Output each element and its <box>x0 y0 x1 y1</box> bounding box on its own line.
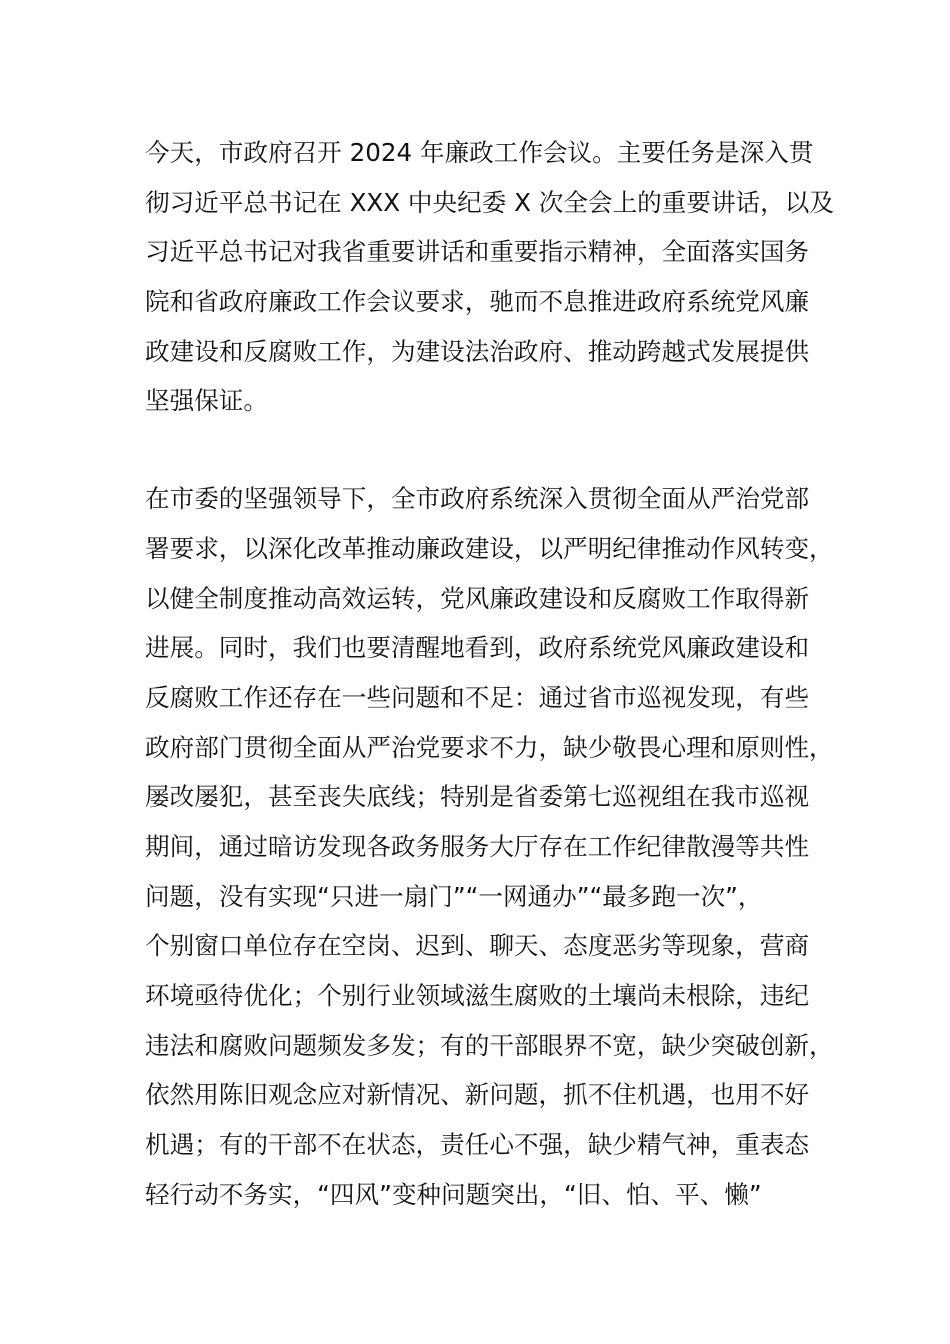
paragraph-line: 在市委的坚强领导下，全市政府系统深入贯彻全面从严治党部 <box>145 484 810 513</box>
paragraph-line: 问题，没有实现“只进一扇门”“一网通办”“最多跑一次”， <box>145 882 763 911</box>
paragraph-line: 习近平总书记对我省重要讲话和重要指示精神，全面落实国务 <box>145 237 810 266</box>
paragraph-line: 政建设和反腐败工作，为建设法治政府、推动跨越式发展提供 <box>145 337 810 366</box>
paragraph-line: 期间，通过暗访发现各政务服务大厅存在工作纪律散漫等共性 <box>145 832 810 861</box>
paragraph-line: 以健全制度推动高效运转，党风廉政建设和反腐败工作取得新 <box>145 584 810 613</box>
paragraph-line: 坚强保证。 <box>145 386 268 415</box>
paragraph-line: 轻行动不务实，“四风”变种问题突出，“旧、怕、平、懒” <box>145 1180 762 1209</box>
paragraph-line: 反腐败工作还存在一些问题和不足：通过省市巡视发现，有些 <box>145 683 810 712</box>
paragraph-line: 彻习近平总书记在 XXX 中央纪委 X 次全会上的重要讲话，以及 <box>145 188 834 217</box>
paragraph-line: 政府部门贯彻全面从严治党要求不力，缺少敬畏心理和原则性， <box>145 733 834 762</box>
paragraph-line: 进展。同时，我们也要清醒地看到，政府系统党风廉政建设和 <box>145 633 810 662</box>
paragraph-line: 今天，市政府召开 2024 年廉政工作会议。主要任务是深入贯 <box>145 138 814 167</box>
paragraph-line: 署要求，以深化改革推动廉政建设，以严明纪律推动作风转变， <box>145 534 834 563</box>
paragraph-line: 环境亟待优化；个别行业领域滋生腐败的土壤尚未根除，违纪 <box>145 981 810 1010</box>
paragraph-line: 个别窗口单位存在空岗、迟到、聊天、态度恶劣等现象，营商 <box>145 931 810 960</box>
paragraph-line: 违法和腐败问题频发多发；有的干部眼界不宽，缺少突破创新， <box>145 1031 834 1060</box>
paragraph-line: 依然用陈旧观念应对新情况、新问题，抓不住机遇，也用不好 <box>145 1080 810 1109</box>
paragraph-line: 机遇；有的干部不在状态，责任心不强，缺少精气神，重表态 <box>145 1130 810 1159</box>
paragraph-line: 屡改屡犯，甚至丧失底线；特别是省委第七巡视组在我市巡视 <box>145 782 810 811</box>
paragraph-line: 院和省政府廉政工作会议要求，驰而不息推进政府系统党风廉 <box>145 287 810 316</box>
